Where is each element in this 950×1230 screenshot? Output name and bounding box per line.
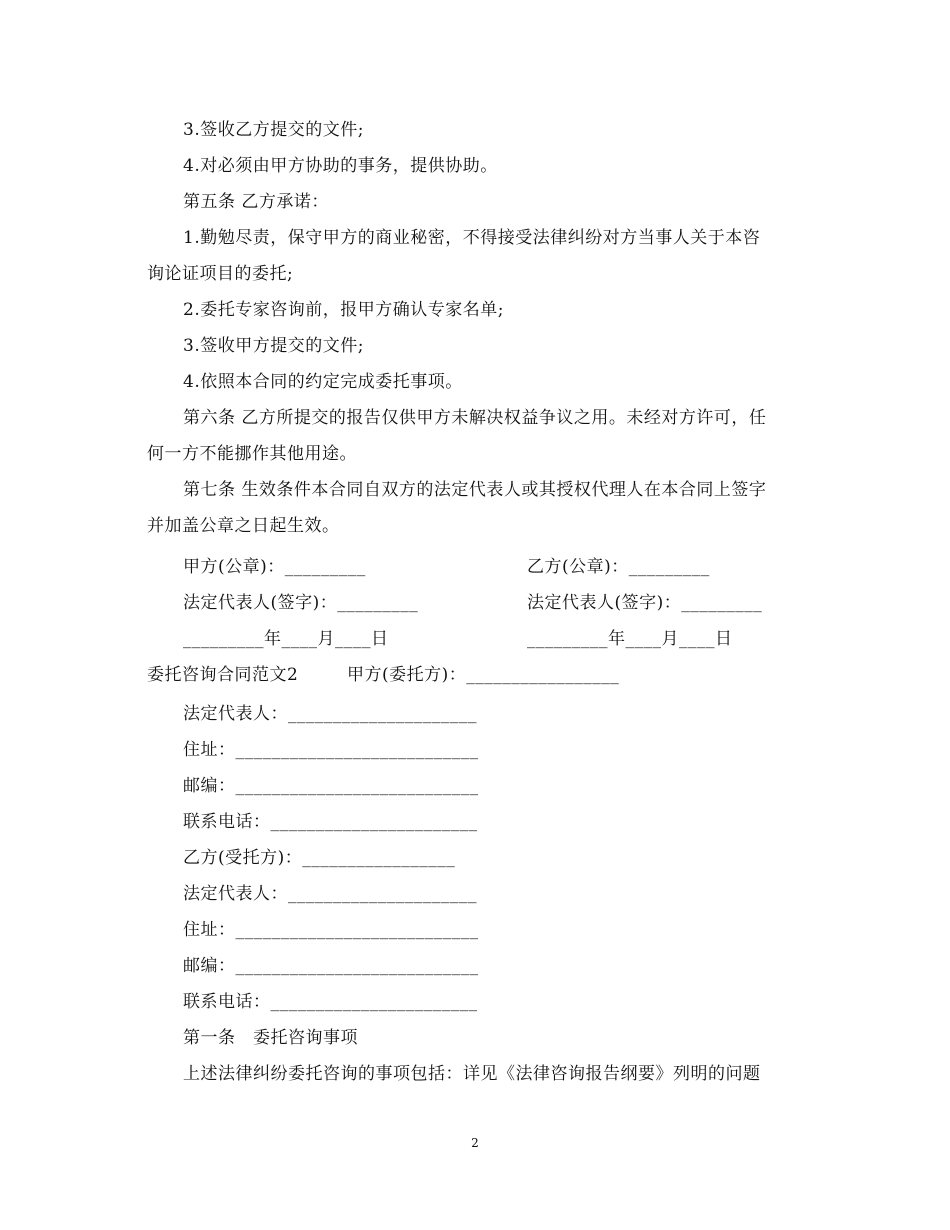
trustee-phone-field: 联系电话：_______________________ xyxy=(183,992,478,1012)
text-line: 3.签收甲方提交的文件; xyxy=(183,336,364,356)
text-line: 上述法律纠纷委托咨询的事项包括：详见《法律咨询报告纲要》列明的问题 xyxy=(183,1064,761,1084)
party-b-date-field: _________年____月____日 xyxy=(527,629,733,649)
party-b-representative-field: 法定代表人(签字)：_________ xyxy=(527,593,763,613)
client-phone-field: 联系电话：_______________________ xyxy=(183,812,478,832)
trustee-address-field: 住址：___________________________ xyxy=(183,920,479,940)
document-title: 委托咨询合同范文2 xyxy=(147,665,299,685)
section-heading: 第七条 生效条件本合同自双方的法定代表人或其授权代理人在本合同上签字 xyxy=(183,480,767,500)
party-b-seal-field: 乙方(公章)：_________ xyxy=(527,557,710,577)
client-party-field: 甲方(委托方)：_________________ xyxy=(347,665,620,685)
section-heading: 第一条 委托咨询事项 xyxy=(183,1028,358,1048)
text-line: 1.勤勉尽责，保守甲方的商业秘密，不得接受法律纠纷对方当事人关于本咨 xyxy=(183,228,761,248)
client-address-field: 住址：___________________________ xyxy=(183,740,479,760)
trustee-party-field: 乙方(受托方)：_________________ xyxy=(183,848,456,868)
text-line: 2.委托专家咨询前，报甲方确认专家名单; xyxy=(183,300,504,320)
text-line: 3.签收乙方提交的文件; xyxy=(183,120,364,140)
section-heading: 第五条 乙方承诺： xyxy=(183,192,329,212)
text-line: 4.依照本合同的约定完成委托事项。 xyxy=(183,372,463,392)
text-line: 4.对必须由甲方协助的事务，提供协助。 xyxy=(183,156,498,176)
text-line: 并加盖公章之日起生效。 xyxy=(147,516,340,536)
party-a-seal-field: 甲方(公章)：_________ xyxy=(183,557,366,577)
text-line: 何一方不能挪作其他用途。 xyxy=(147,444,357,464)
trustee-representative-field: 法定代表人：_____________________ xyxy=(183,884,477,904)
page-number: 2 xyxy=(471,1136,479,1150)
section-heading: 第六条 乙方所提交的报告仅供甲方未解决权益争议之用。未经对方许可，任 xyxy=(183,408,767,428)
trustee-postcode-field: 邮编：___________________________ xyxy=(183,956,479,976)
client-representative-field: 法定代表人：_____________________ xyxy=(183,704,477,724)
party-a-date-field: _________年____月____日 xyxy=(183,629,389,649)
client-postcode-field: 邮编：___________________________ xyxy=(183,776,479,796)
party-a-representative-field: 法定代表人(签字)：_________ xyxy=(183,593,419,613)
text-line: 询论证项目的委托; xyxy=(147,264,294,284)
